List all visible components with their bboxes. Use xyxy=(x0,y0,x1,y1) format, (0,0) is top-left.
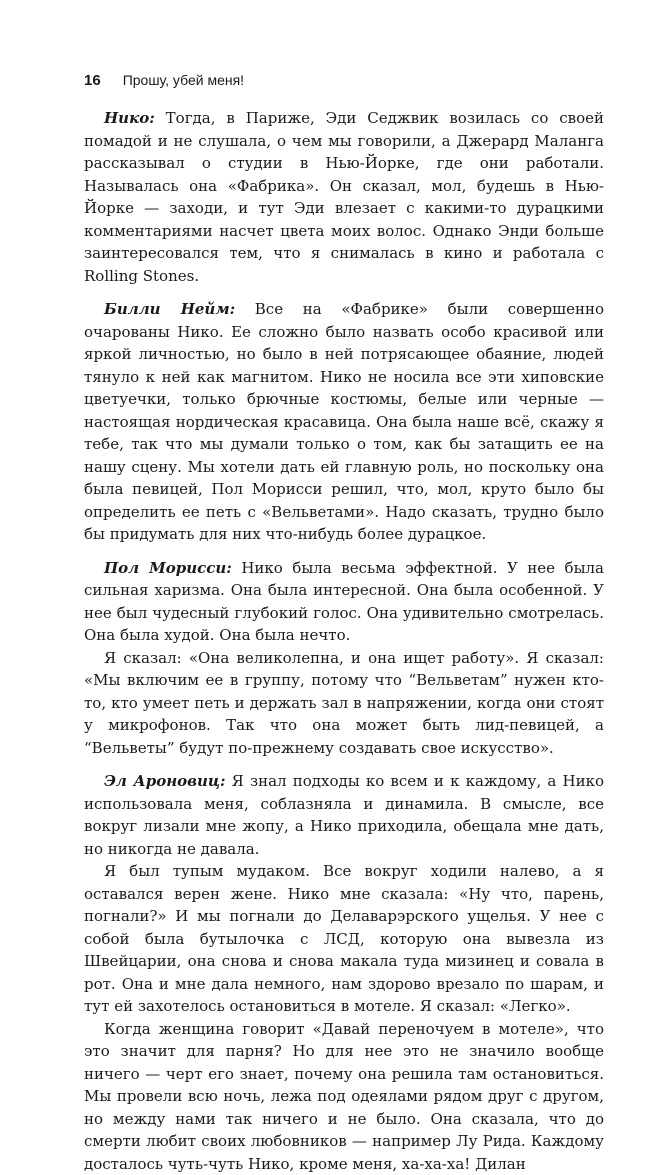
speaker-name: Эл Ароновиц: xyxy=(104,772,226,790)
paragraph-niko xyxy=(84,107,604,287)
body-text xyxy=(84,107,604,1175)
paragraph-text: Нико была весьма эффектной. У нее была сильная харизма. Она была интересной. Она была особенной. У нее был чудесный глубокий голос. Она удивительно смотрелась. Она была худой. Она была нечто. xyxy=(84,559,604,645)
paragraph-al-aronowitz xyxy=(84,770,604,860)
paragraph-continuation: Когда женщина говорит «Давай переночуем в мотеле», что это значит для парня? Но для нее это не значило вообще ничего — черт его знает, почему она решила там остановиться. Мы провели всю ночь, лежа под одеялами рядом друг с другом, но между нами так ничего и не было. Она сказала, что до смерти любит своих любовников — например Лу Рида. Каждому досталось чуть-чуть Нико, кроме меня, ха-ха-ха! Дилан xyxy=(84,1018,604,1175)
running-title: Прошу, убей меня! xyxy=(123,72,244,88)
paragraph-text: Я знал подходы ко всем и к каждому, а Нико использовала меня, соблазняла и динамила. В смысле, все вокруг лизали мне жопу, а Нико приходила, обещала мне дать, но никогда не давала. xyxy=(84,772,604,858)
paragraph-text: Все на «Фабрике» были совершенно очарованы Нико. Ее сложно было назвать особо красивой или яркой личностью, но было в ней потрясающее обаяние, людей тянуло к ней как магнитом. Нико не носила все эти хиповские цветуечки, только брючные костюмы, белые или черные — настоящая нордическая красавица. Она была наше всё, скажу я тебе, так что мы думали только о том, как бы затащить ее на нашу сцену. Мы хотели дать ей главную роль, но поскольку она была певицей, Пол Морисси решил, что, мол, круто было бы определить ее петь с «Вельветами». Надо сказать, трудно было бы придумать для них что-нибудь более дурацкое. xyxy=(84,300,604,543)
paragraph-text: Тогда, в Париже, Эди Седжвик возилась со своей помадой и не слушала, о чем мы говорили, а Джерард Маланга рассказывал о студии в Нью-Йорке, где они работали. Называлась она «Фабрика». Он сказал, мол, будешь в Нью-Йорке — заходи, и тут Эди влезает с какими-то дурацкими комментариями насчет цвета моих волос. Однако Энди больше заинтересовался тем, что я снималась в кино и работала с Rolling Stones. xyxy=(84,109,604,285)
speaker-name: Пол Морисси: xyxy=(104,559,232,577)
paragraph-continuation: Я был тупым мудаком. Все вокруг ходили налево, а я оставался верен жене. Нико мне сказала: «Ну что, парень, погнали?» И мы погнали до Делаварэрского ущелья. У нее с собой была бутылочка с ЛСД, которую она вывезла из Швейцарии, она снова и снова макала туда мизинец и совала в рот. Она и мне дала немного, нам здорово врезало по шарам, и тут ей захотелось остановиться в мотеле. Я сказал: «Легко». xyxy=(84,860,604,1018)
page-number: 16 xyxy=(84,72,101,89)
paragraph-paul-morrissey xyxy=(84,557,604,647)
speaker-name: Нико: xyxy=(104,109,155,127)
paragraph-billy-name xyxy=(84,298,604,546)
speaker-name: Билли Нейм: xyxy=(104,300,235,318)
paragraph-continuation: Я сказал: «Она великолепна, и она ищет работу». Я сказал: «Мы включим ее в группу, потому что “Вельветам” нужен кто-то, кто умеет петь и держать зал в напряжении, когда они стоят у микрофонов. Так что она может быть лид-певицей, а “Вельветы” будут по-прежнему создавать свое искусство». xyxy=(84,647,604,760)
running-header xyxy=(84,70,244,90)
